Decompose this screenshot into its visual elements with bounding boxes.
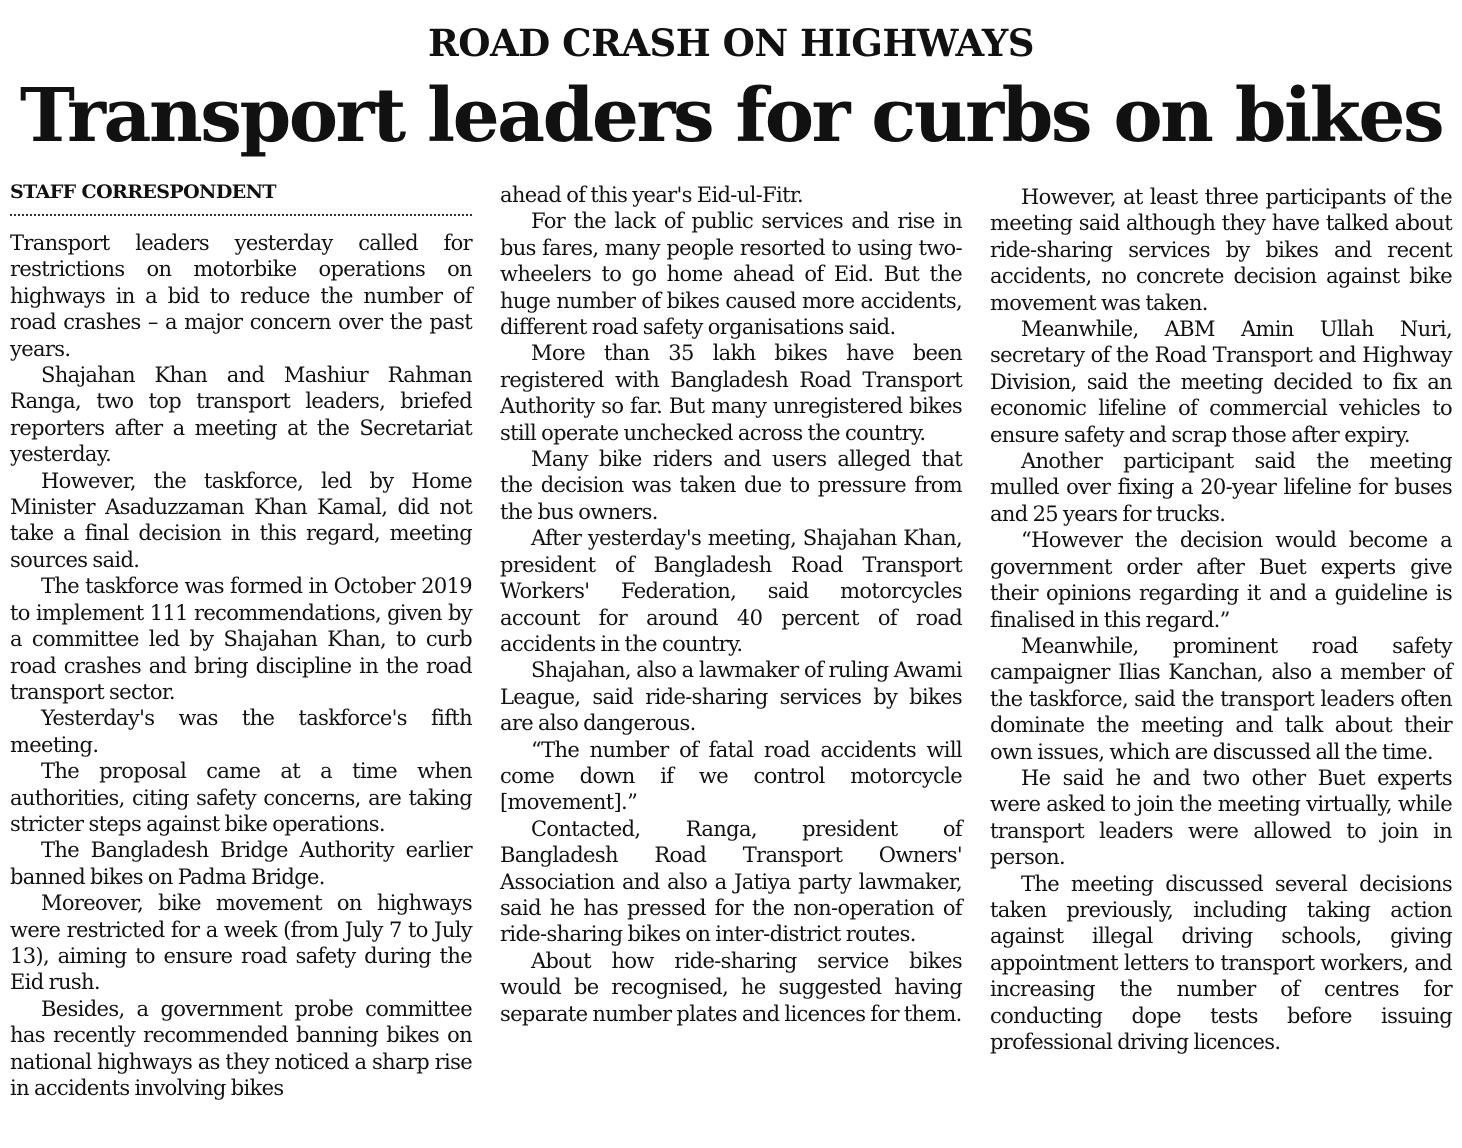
paragraph: The proposal came at a time when authorities, citing safety concerns, are taking stricter steps against bike operations.: [10, 759, 472, 836]
paragraph: Besides, a government probe committee has recently recommended banning bikes on national highways as they noticed a sharp rise in accidents involving bikes: [10, 996, 472, 1100]
byline: STAFF CORRESPONDENT: [10, 181, 276, 203]
paragraph: Transport leaders yesterday called for restrictions on motorbike operations on highways in a bid to reduce the number of road crashes – a major concern over the past years.: [10, 231, 472, 361]
paragraph: Shajahan Khan and Mashiur Rahman Ranga, two top transport leaders, briefed reporters after a meeting at the Secretariat yesterday.: [10, 363, 472, 467]
paragraph: The Bangladesh Bridge Authority earlier banned bikes on Padma Bridge.: [10, 838, 472, 889]
paragraph: Yesterday's was the taskforce's fifth meeting.: [10, 706, 472, 757]
paragraph: However, the taskforce, led by Home Minister Asaduzzaman Khan Kamal, did not take a final decision in this regard, meeting sources said.: [10, 468, 472, 572]
article-column-2: [500, 182, 962, 1027]
article-column-3: [990, 184, 1452, 1055]
paragraph: He said he and two other Buet experts were asked to join the meeting virtually, while transport leaders were allowed to join in person.: [990, 765, 1452, 870]
byline-divider: [10, 214, 472, 216]
paragraph: Meanwhile, prominent road safety campaigner Ilias Kanchan, also a member of the taskforce, said the transport leaders often dominate the meeting and talk about their own issues, which are discussed all the time.: [990, 633, 1452, 764]
paragraph: ahead of this year's Eid-ul-Fitr.: [500, 183, 804, 207]
paragraph: The taskforce was formed in October 2019 to implement 111 recommendations, given by a committee led by Shajahan Khan, to curb road crashes and bring discipline in the road transport sector.: [10, 574, 472, 704]
paragraph: However, at least three participants of the meeting said although they have talked about ride-sharing services by bikes and recent accidents, no concrete decision against bike movement was taken.: [990, 185, 1452, 315]
paragraph: Meanwhile, ABM Amin Ullah Nuri, secretary of the Road Transport and Highway Division, said the meeting decided to fix an economic lifeline of commercial vehicles to ensure safety and scrap those after expiry.: [990, 317, 1452, 447]
paragraph: Many bike riders and users alleged that the decision was taken due to pressure from the bus owners.: [500, 447, 962, 524]
headline: Transport leaders for curbs on bikes: [19, 73, 1443, 159]
paragraph: About how ride-sharing service bikes would be recognised, he suggested having separate number plates and licences for them.: [500, 948, 962, 1026]
paragraph: The meeting discussed several decisions taken previously, including taking action against illegal driving schools, giving appointment letters to transport workers, and increasing the number of centres for conducting dope tests before issuing professional driving licences.: [990, 871, 1452, 1054]
paragraph: Another participant said the meeting mulled over fixing a 20-year lifeline for buses and 25 years for trucks.: [990, 449, 1452, 526]
paragraph: After yesterday's meeting, Shajahan Khan, president of Bangladesh Road Transport Workers' Federation, said motorcycles account for around 40 percent of road accidents in the country.: [500, 526, 962, 656]
paragraph: “The number of fatal road accidents will come down if we control motorcycle [movement].”: [500, 737, 962, 815]
paragraph: More than 35 lakh bikes have been registered with Bangladesh Road Transport Authority so far. But many unregistered bikes still operate unchecked across the country.: [500, 341, 962, 445]
paragraph: Moreover, bike movement on highways were restricted for a week (from July 7 to July 13), aiming to ensure road safety during the Eid rush.: [10, 891, 472, 995]
paragraph: Contacted, Ranga, president of Bangladesh Road Transport Owners' Association and also a Jatiya party lawmaker, said he has pressed for the non-operation of ride-sharing bikes on inter-district routes.: [500, 816, 962, 947]
kicker: ROAD CRASH ON HIGHWAYS: [427, 21, 1035, 65]
paragraph: “However the decision would become a government order after Buet experts give their opinions regarding it and a guideline is finalised in this regard.”: [990, 528, 1452, 632]
article-column-1: [10, 230, 472, 1101]
paragraph: Shajahan, also a lawmaker of ruling Awami League, said ride-sharing services by bikes are also dangerous.: [500, 658, 962, 736]
paragraph: For the lack of public services and rise in bus fares, many people resorted to using two-wheelers to go home ahead of Eid. But the huge number of bikes caused more accidents, different road safety organisations said.: [500, 209, 962, 340]
